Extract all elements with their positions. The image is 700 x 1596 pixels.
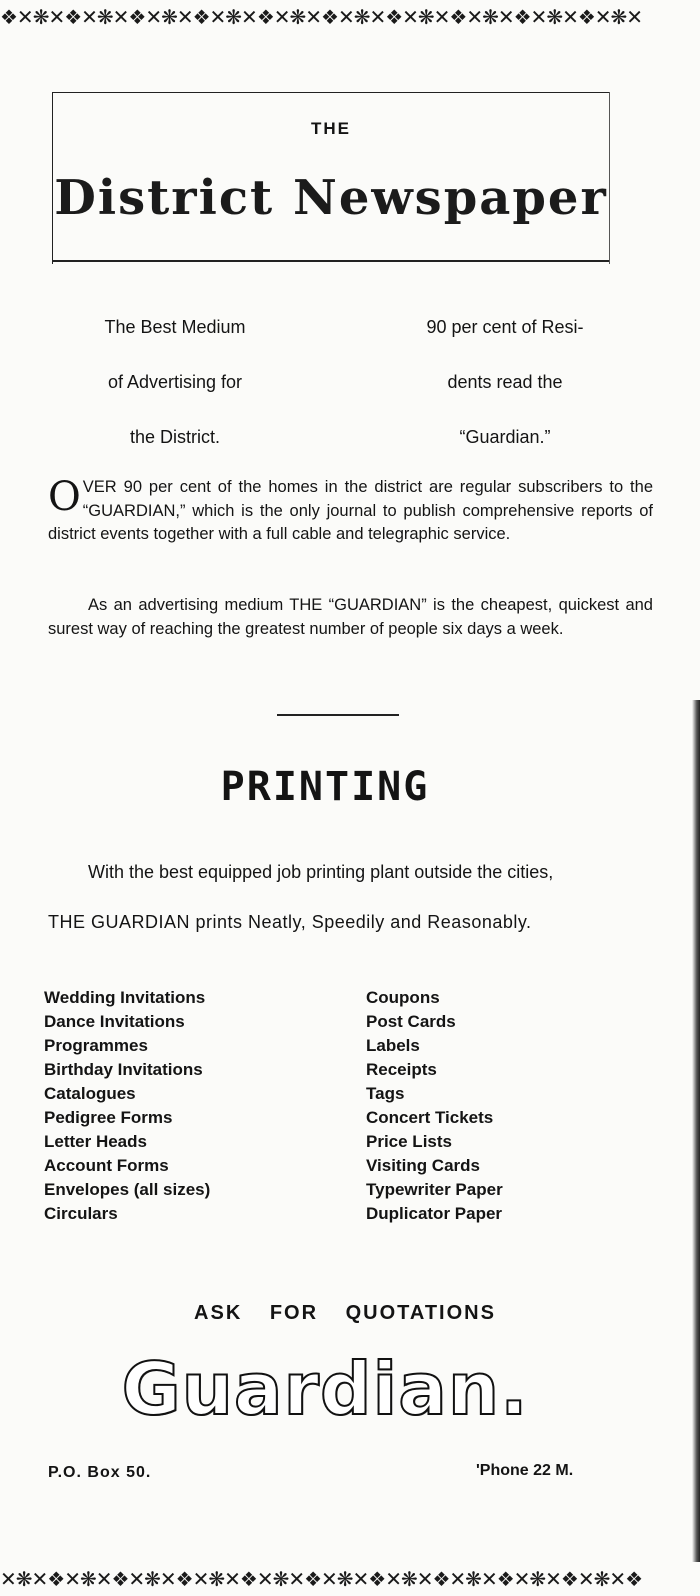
tagline-right-line: dents read the	[447, 372, 563, 392]
printing-items-left	[44, 986, 210, 1226]
list-item: Catalogues	[44, 1084, 136, 1103]
list-item: Concert Tickets	[366, 1108, 494, 1127]
printing-line-2: THE GUARDIAN prints Neatly, Speedily and Reasonably.	[48, 912, 532, 932]
po-box: P.O. Box 50.	[48, 1464, 152, 1481]
list-item: Birthday Invitations	[44, 1060, 203, 1079]
list-item: Circulars	[44, 1204, 118, 1223]
advertising-paragraph: As an advertising medium THE “GUARDIAN” is the cheapest, quickest and surest way of reaching the greatest number of people six days a week.	[48, 596, 653, 638]
tagline-right	[375, 300, 635, 465]
ask-for-quotations: ASK FOR QUOTATIONS	[194, 1302, 496, 1324]
list-item: Receipts	[366, 1060, 437, 1079]
list-item: Pedigree Forms	[44, 1108, 173, 1127]
printing-line-1: With the best equipped job printing plant outside the cities,	[88, 862, 554, 882]
list-item: Dance Invitations	[44, 1012, 185, 1031]
tagline-left-line: The Best Medium	[104, 317, 246, 337]
masthead-kicker: THE	[311, 119, 351, 138]
list-item: Tags	[366, 1084, 405, 1103]
tagline-right-line: “Guardian.”	[459, 427, 551, 447]
section-divider	[277, 714, 399, 716]
page-edge-shadow	[692, 700, 700, 1562]
ornamental-border-bottom: ✕❋✕❖✕❋✕❖✕❋✕❖✕❋✕❖✕❋✕❖✕❋✕❖✕❋✕❖✕❋✕❖✕❋✕❖✕❋✕❖	[0, 1567, 643, 1591]
circulation-text: VER 90 per cent of the homes in the district are regular subscribers to the “GUARDIAN,” which is the only journal to publish comprehensive reports of district events together with a full cable and telegraphic service.	[48, 478, 653, 543]
list-item: Account Forms	[44, 1156, 169, 1175]
masthead-title: District Newspaper	[54, 170, 608, 226]
list-item: Visiting Cards	[366, 1156, 480, 1175]
list-item: Wedding Invitations	[44, 988, 206, 1007]
list-item: Price Lists	[366, 1132, 452, 1151]
printing-heading: PRINTING	[220, 764, 430, 810]
list-item: Duplicator Paper	[366, 1204, 503, 1223]
tagline-right-line: 90 per cent of Resi-	[426, 317, 584, 337]
tagline-left-line: of Advertising for	[107, 372, 243, 392]
list-item: Programmes	[44, 1036, 148, 1055]
masthead-rule-top	[53, 92, 609, 93]
list-item: Letter Heads	[44, 1132, 147, 1151]
tagline-left-line: the District.	[129, 427, 221, 447]
tagline-left	[45, 300, 305, 465]
circulation-paragraph	[48, 476, 653, 547]
masthead	[52, 92, 610, 264]
list-item: Labels	[366, 1036, 420, 1055]
ornamental-border-top: ❖✕❋✕❖✕❋✕❖✕❋✕❖✕❋✕❖✕❋✕❖✕❋✕❖✕❋✕❖✕❋✕❖✕❋✕❖✕❋✕	[0, 5, 643, 29]
list-item: Coupons	[366, 988, 440, 1007]
list-item: Post Cards	[366, 1012, 456, 1031]
list-item: Envelopes (all sizes)	[44, 1180, 211, 1199]
list-item: Typewriter Paper	[366, 1180, 503, 1199]
printing-items-right	[366, 986, 503, 1226]
phone-number: 'Phone 22 M.	[476, 1462, 574, 1479]
guardian-logo: Guardian.	[121, 1347, 529, 1431]
masthead-rule-bottom	[53, 260, 609, 262]
drop-cap: O	[48, 474, 81, 520]
